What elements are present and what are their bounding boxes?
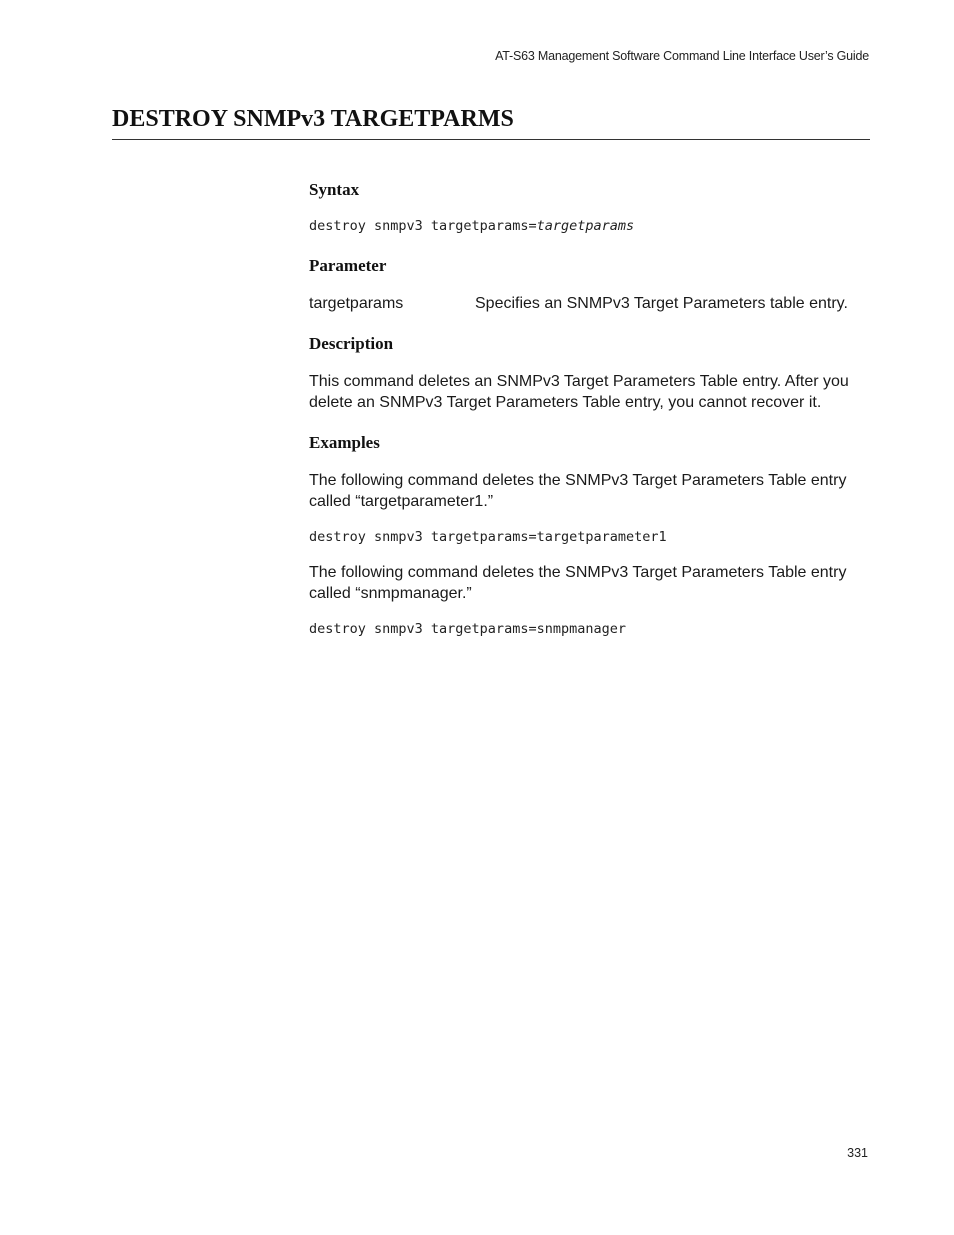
syntax-command-variable: targetparams xyxy=(536,218,635,234)
syntax-heading: Syntax xyxy=(309,180,360,199)
example-1-text: The following command deletes the SNMPv3 Target Parameters Table entry called “targetparameter1.” xyxy=(309,472,847,510)
example-1-code: destroy snmpv3 targetparams=targetparameter1 xyxy=(309,529,667,545)
parameter-name: targetparams xyxy=(309,295,404,312)
examples-heading: Examples xyxy=(309,433,380,452)
description-heading: Description xyxy=(309,334,394,353)
example-2-code: destroy snmpv3 targetparams=snmpmanager xyxy=(309,621,626,637)
command-content xyxy=(309,178,869,639)
parameter-heading: Parameter xyxy=(309,256,387,275)
syntax-command xyxy=(309,216,869,236)
example-2-text: The following command deletes the SNMPv3 Target Parameters Table entry called “snmpmanager.” xyxy=(309,564,847,602)
title-divider xyxy=(112,139,870,140)
page-title: DESTROY SNMPv3 TARGETPARMS xyxy=(112,106,514,132)
parameter-row xyxy=(309,293,869,314)
syntax-command-prefix: destroy snmpv3 targetparams= xyxy=(309,218,537,234)
description-text: This command deletes an SNMPv3 Target Parameters Table entry. After you delete an SNMPv3 Target Parameters Table entry, you cannot recover it. xyxy=(309,373,849,411)
parameter-description: Specifies an SNMPv3 Target Parameters table entry. xyxy=(475,295,848,312)
page-number: 331 xyxy=(847,1146,868,1160)
running-header: AT-S63 Management Software Command Line Interface User’s Guide xyxy=(495,49,869,63)
